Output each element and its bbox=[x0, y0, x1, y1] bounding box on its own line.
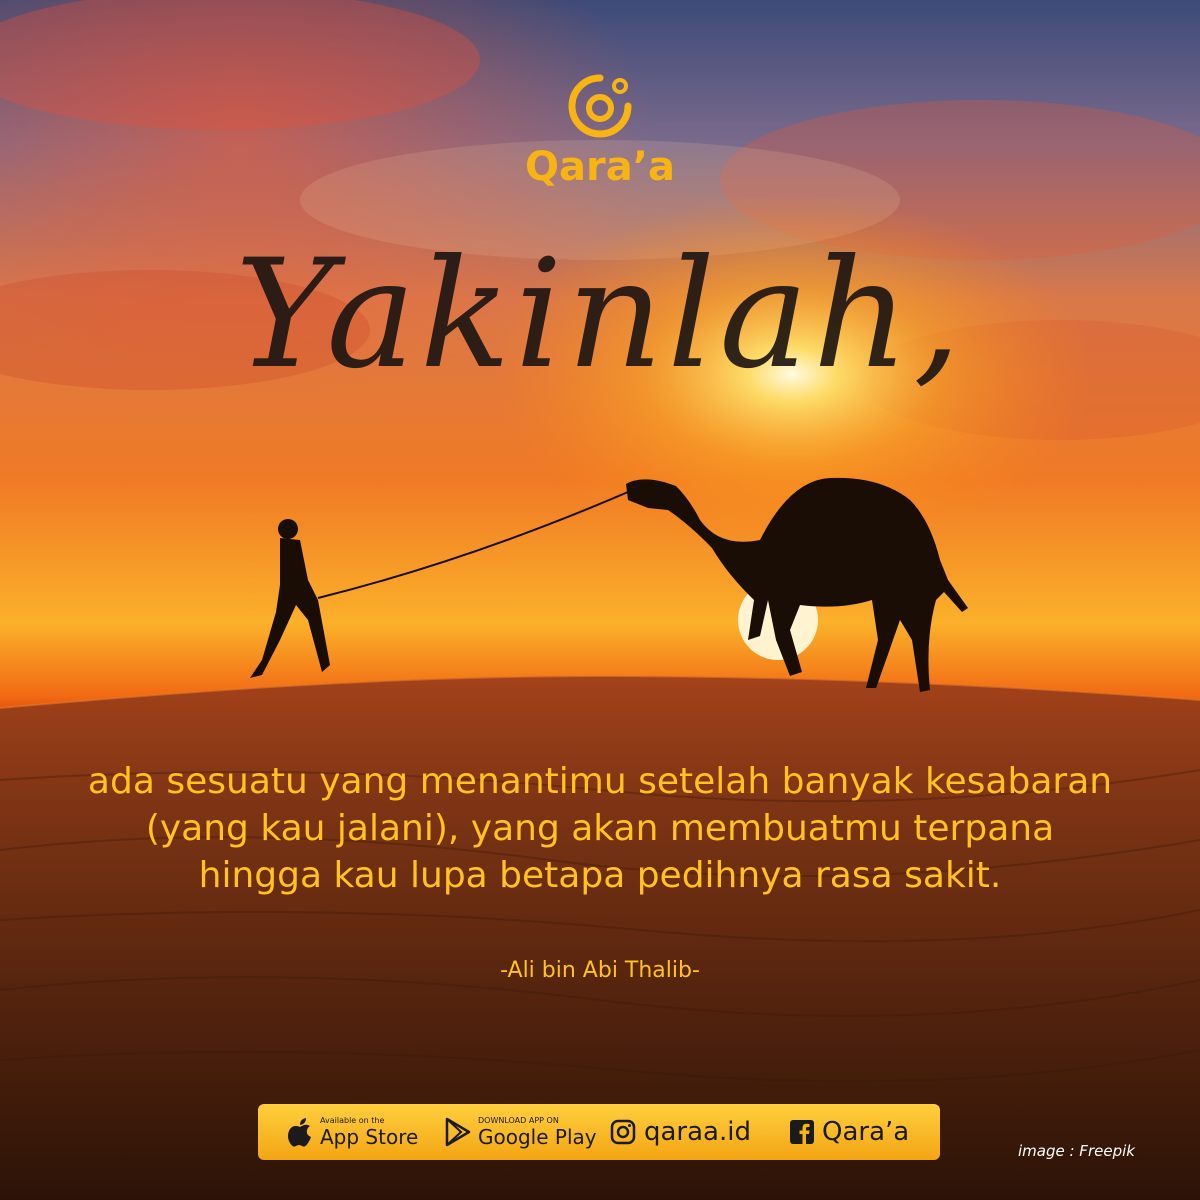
google-play-label: Google Play bbox=[478, 1125, 597, 1149]
footer-links-bar bbox=[258, 1104, 940, 1160]
facebook-link[interactable] bbox=[790, 1104, 909, 1160]
facebook-page-name: Qara’a bbox=[822, 1117, 910, 1147]
quote-line: (yang kau jalani), yang akan membuatmu terpana bbox=[145, 808, 1055, 849]
apple-icon bbox=[286, 1116, 314, 1148]
google-play-icon bbox=[444, 1117, 472, 1147]
app-store-badge[interactable] bbox=[286, 1104, 418, 1160]
app-store-caption: Available on the bbox=[320, 1116, 385, 1125]
quote-attribution: -Ali bin Abi Thalib- bbox=[500, 958, 700, 983]
app-store-label: App Store bbox=[320, 1125, 419, 1149]
google-play-caption: DOWNLOAD APP ON bbox=[478, 1116, 559, 1125]
image-credit: image : Freepik bbox=[1018, 1142, 1135, 1160]
headline: Yakinlah, bbox=[235, 228, 965, 402]
quote-line: ada sesuatu yang menantimu setelah banyak kesabaran bbox=[87, 761, 1113, 802]
brand-name: Qara’a bbox=[525, 144, 675, 190]
instagram-icon bbox=[610, 1119, 636, 1145]
google-play-badge[interactable] bbox=[444, 1104, 597, 1160]
instagram-link[interactable] bbox=[610, 1104, 751, 1160]
quote-text bbox=[0, 758, 1200, 899]
quote-line: hingga kau lupa betapa pedihnya rasa sakit. bbox=[198, 855, 1002, 896]
instagram-handle: qaraa.id bbox=[644, 1117, 751, 1147]
brand-logo bbox=[0, 70, 1200, 190]
facebook-icon bbox=[790, 1120, 814, 1144]
qaraa-logo-icon bbox=[564, 70, 636, 142]
